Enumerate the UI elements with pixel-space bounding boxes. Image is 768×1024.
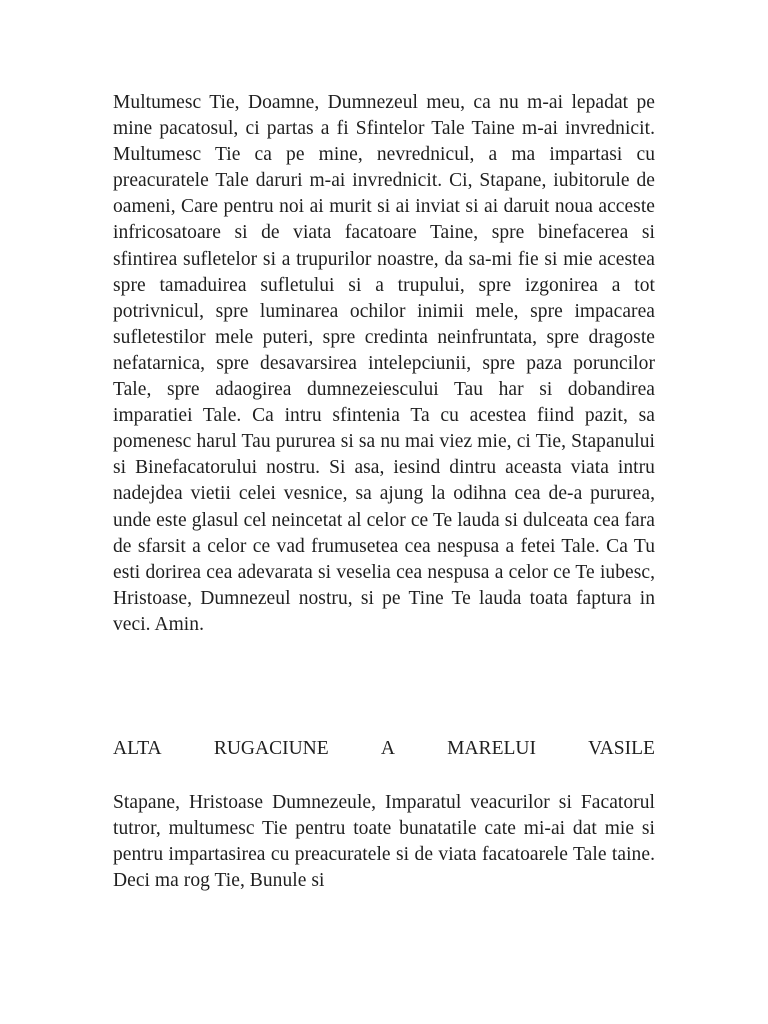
prayer-paragraph-1: Multumesc Tie, Doamne, Dumnezeul meu, ca nu m-ai lepadat pe mine pacatosul, ci partas a fi Sfintelor Tale Taine m-ai invrednicit. Multumesc Tie ca pe mine, nevrednicul, a ma impartasi cu preacuratele Tale daruri m-ai invrednicit. Ci, Stapane, iubitorule de oameni, Care pentru noi ai murit si ai inviat si ai daruit noua acceste infricosatoare si de viata facatoare Taine, spre binefacerea si sfintirea sufletelor si a trupurilor noastre, da sa-mi fie si mie acestea spre tamaduirea sufletului si a trupului, spre izgonirea a tot potrivnicul, spre luminarea ochilor inimii mele, spre impacarea sufletestilor mele puteri, spre credinta neinfruntata, spre dragoste nefatarnica, spre desavarsirea intelepciunii, spre paza poruncilor Tale, spre adaogirea dumnezeiescului Tau har si dobandirea imparatiei Tale. Ca intru sfintenia Ta cu acestea fiind pazit, sa pomenesc harul Tau pururea si sa nu mai viez mie, ci Tie, Stapanului si Binefacatorului nostru. Si asa, iesind dintru aceasta viata intru nadejdea vietii celei vesnice, sa ajung la odihna cea de-a pururea, unde este glasul cel neincetat al celor ce Te lauda si dulceata cea fara de sfarsit a celor ce vad frumusetea cea nespusa a fetei Tale. Ca Tu esti dorirea cea adevarata si veselia cea nespusa a celor ce Te iubesc, Hristoase, Dumnezeul nostru, si pe Tine Te lauda toata faptura in veci. Amin. (113, 92, 655, 635)
heading-word: RUGACIUNE (213, 738, 329, 759)
heading-word: A (380, 738, 395, 759)
heading-word: MARELUI (447, 738, 536, 759)
prayer-paragraph-2: Stapane, Hristoase Dumnezeule, Imparatul veacurilor si Facatorul tutror, multumesc Tie pentru toate bunatatile cate mi-ai dat mie si pentru impartasirea cu preacuratele si de viata facatoarele Tale taine. Deci ma rog Tie, Bunule si (113, 792, 655, 892)
section-heading (113, 736, 655, 762)
heading-word: VASILE (588, 738, 655, 759)
heading-word: ALTA (113, 738, 162, 759)
